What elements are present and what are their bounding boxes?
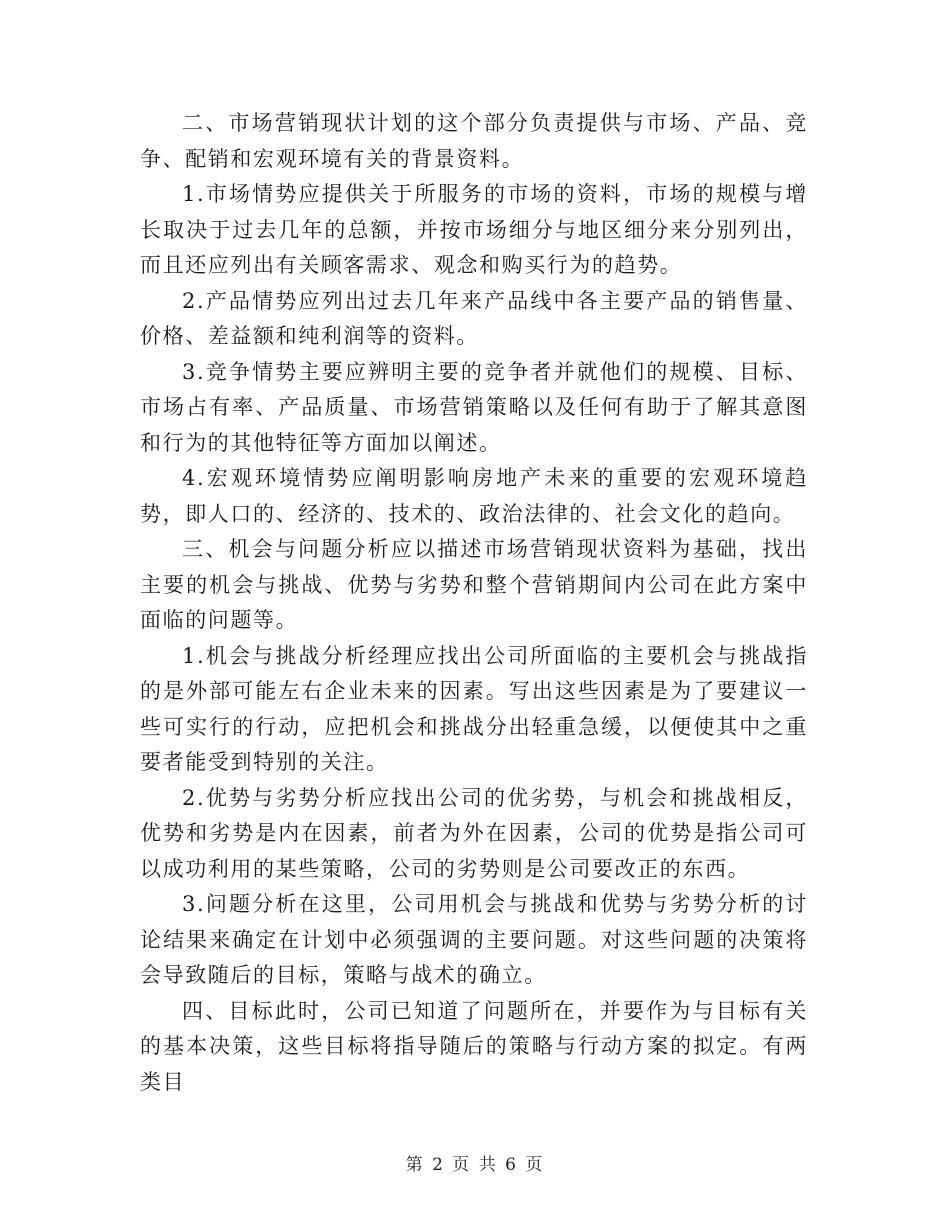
paragraph-market-status: 二、市场营销现状计划的这个部分负责提供与市场、产品、竞争、配销和宏观环境有关的背景资料。: [140, 111, 808, 171]
page-number-footer: 第 2 页 共 6 页: [405, 1155, 545, 1175]
paragraph-product-situation: 2.产品情势应列出过去几年来产品线中各主要产品的销售量、价格、差益额和纯利润等的资料。: [140, 288, 808, 348]
paragraph-macro-environment: 4.宏观环境情势应阐明影响房地产未来的重要的宏观环境趋势，即人口的、经济的、技术的、政治法律的、社会文化的趋向。: [140, 466, 808, 526]
paragraph-problem-analysis: 3.问题分析在这里，公司用机会与挑战和优势与劣势分析的讨论结果来确定在计划中必须强调的主要问题。对这些问题的决策将会导致随后的目标，策略与战术的确立。: [140, 892, 808, 987]
document-body: [140, 106, 808, 1100]
paragraph-opportunity-challenge: 1.机会与挑战分析经理应找出公司所面临的主要机会与挑战指的是外部可能左右企业未来的因素。写出这些因素是为了要建议一些可实行的行动，应把机会和挑战分出轻重急缓，以便使其中之重要者能受到特别的关注。: [140, 643, 808, 774]
paragraph-objectives: 四、目标此时，公司已知道了问题所在，并要作为与目标有关的基本决策，这些目标将指导随后的策略与行动方案的拟定。有两类目: [140, 998, 808, 1094]
paragraph-opportunity-problem-analysis: 三、机会与问题分析应以描述市场营销现状资料为基础，找出主要的机会与挑战、优势与劣势和整个营销期间内公司在此方案中面临的问题等。: [140, 537, 808, 632]
paragraph-market-situation: 1.市场情势应提供关于所服务的市场的资料，市场的规模与增长取决于过去几年的总额，并按市场细分与地区细分来分别列出，而且还应列出有关顾客需求、观念和购买行为的趋势。: [140, 182, 808, 277]
paragraph-strength-weakness: 2.优势与劣势分析应找出公司的优劣势，与机会和挑战相反，优势和劣势是内在因素，前者为外在因素，公司的优势是指公司可以成功利用的某些策略，公司的劣势则是公司要改正的东西。: [140, 785, 808, 881]
paragraph-competition-situation: 3.竞争情势主要应辨明主要的竞争者并就他们的规模、目标、市场占有率、产品质量、市场营销策略以及任何有助于了解其意图和行为的其他特征等方面加以阐述。: [140, 359, 808, 455]
